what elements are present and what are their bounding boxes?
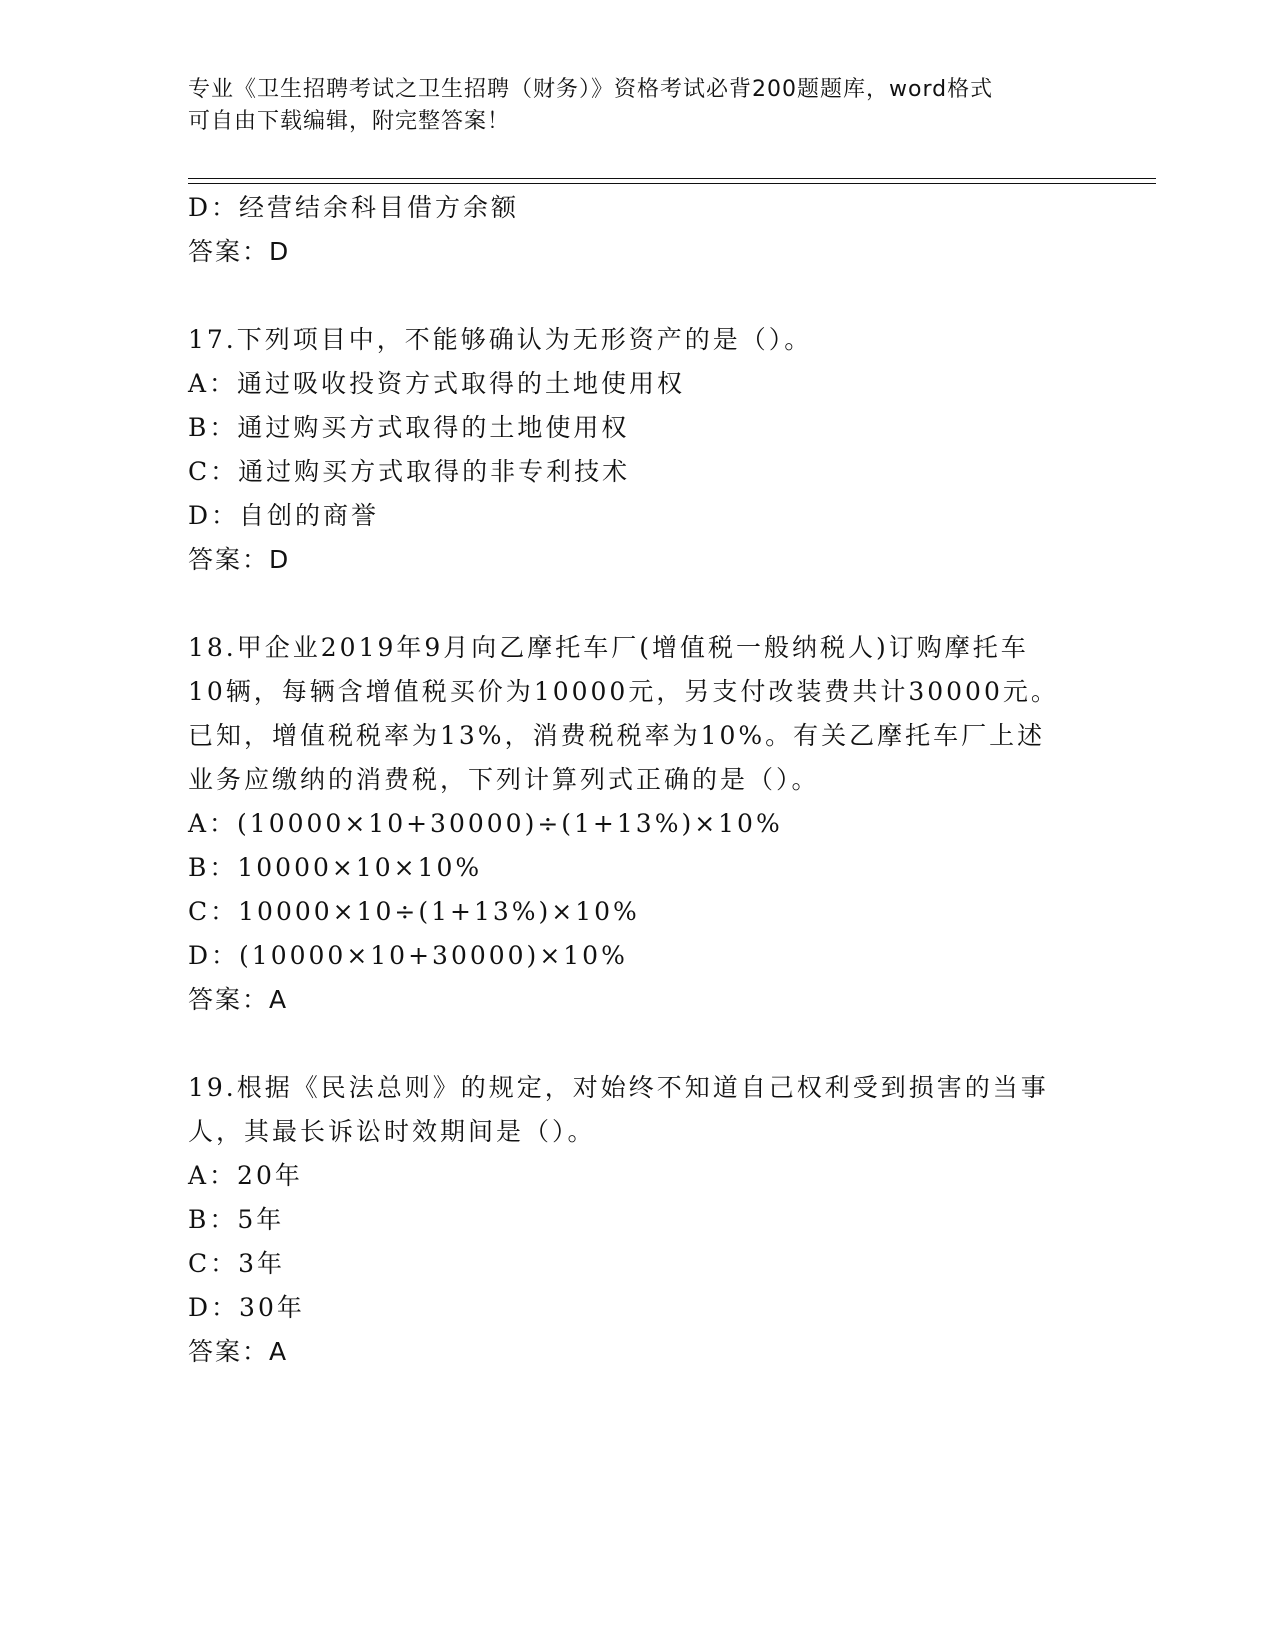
header-divider-bottom: [188, 183, 1156, 184]
q18-stem-line-3: 已知，增值税税率为13%，消费税税率为10%。有关乙摩托车厂上述: [188, 721, 1046, 750]
q18-option-a: A：(10000×10+30000)÷(1+13%)×10%: [188, 809, 783, 838]
q17-option-b: B：通过购买方式取得的土地使用权: [188, 413, 630, 442]
q17-option-a: A：通过吸收投资方式取得的土地使用权: [188, 369, 686, 398]
q17-option-c: C：通过购买方式取得的非专利技术: [188, 457, 631, 486]
q19-stem-line-2: 人，其最长诉讼时效期间是（）。: [188, 1117, 596, 1146]
header-line-1: 专业《卫生招聘考试之卫生招聘（财务）》资格考试必背200题题库，word格式: [188, 77, 994, 102]
q18-option-c: C：10000×10÷(1+13%)×10%: [188, 897, 640, 926]
q17-stem: 17.下列项目中，不能够确认为无形资产的是（）。: [188, 325, 813, 354]
q18-stem-line-2: 10辆，每辆含增值税买价为10000元，另支付改装费共计30000元。: [188, 677, 1059, 706]
q19-option-a: A：20年: [188, 1161, 303, 1190]
q16-answer: 答案：D: [188, 237, 291, 266]
q18-option-b: B：10000×10×10%: [188, 853, 483, 882]
header-divider-top: [188, 178, 1156, 179]
q19-option-b: B：5年: [188, 1205, 285, 1234]
q19-answer: 答案：A: [188, 1337, 289, 1366]
q18-stem-line-1: 18.甲企业2019年9月向乙摩托车厂(增值税一般纳税人)订购摩托车: [188, 633, 1029, 662]
header-line-2: 可自由下载编辑，附完整答案！: [188, 109, 511, 134]
q18-stem-line-4: 业务应缴纳的消费税，下列计算列式正确的是（）。: [188, 765, 820, 794]
q18-option-d: D：(10000×10+30000)×10%: [188, 941, 628, 970]
q18-answer: 答案：A: [188, 985, 289, 1014]
q17-option-d: D：自创的商誉: [188, 501, 380, 530]
q19-option-d: D：30年: [188, 1293, 305, 1322]
q19-option-c: C：3年: [188, 1249, 286, 1278]
q19-stem-line-1: 19.根据《民法总则》的规定，对始终不知道自己权利受到损害的当事: [188, 1073, 1049, 1102]
document-header: [188, 74, 1088, 138]
q17-answer: 答案：D: [188, 545, 291, 574]
q16-option-d: D：经营结余科目借方余额: [188, 193, 520, 222]
